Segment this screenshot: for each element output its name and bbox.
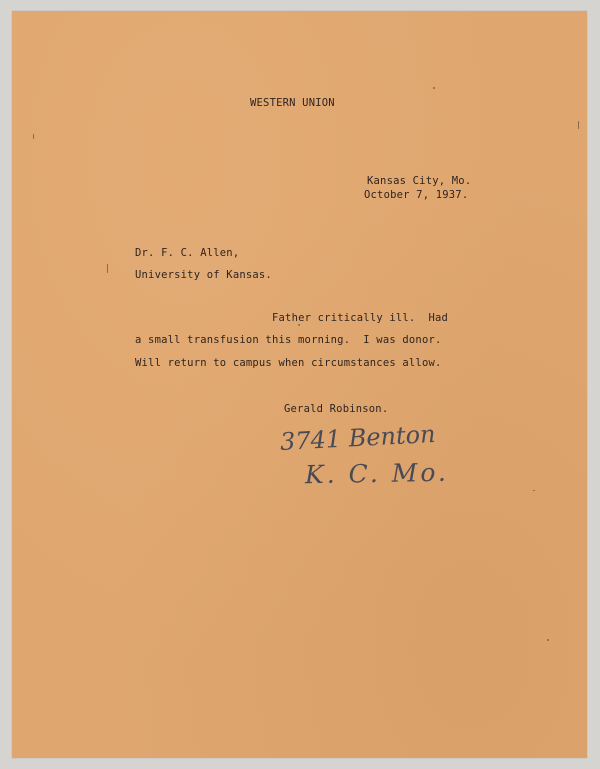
handwritten-street-address: 3741 Benton (279, 419, 437, 457)
message-line-1: Father critically ill. Had (272, 312, 449, 324)
signature-typed: Gerald Robinson. (284, 403, 389, 415)
recipient-organization: University of Kansas. (135, 269, 272, 281)
paper-speck (533, 490, 535, 491)
paper-speck (298, 324, 300, 326)
date-line: October 7, 1937. (364, 189, 469, 201)
place-line: Kansas City, Mo. (367, 175, 472, 187)
paper-speck (547, 639, 549, 641)
telegram-paper (12, 11, 587, 758)
recipient-name: Dr. F. C. Allen, (135, 247, 240, 259)
letterhead: WESTERN UNION (250, 97, 335, 109)
paper-speck (578, 121, 579, 129)
handwritten-city-state: K. C. Mo. (304, 457, 450, 490)
message-line-3: Will return to campus when circumstances allow. (135, 357, 442, 369)
paper-speck (33, 134, 34, 139)
message-line-2: a small transfusion this morning. I was donor. (135, 334, 442, 346)
paper-speck (433, 87, 435, 89)
paper-speck (107, 264, 108, 273)
